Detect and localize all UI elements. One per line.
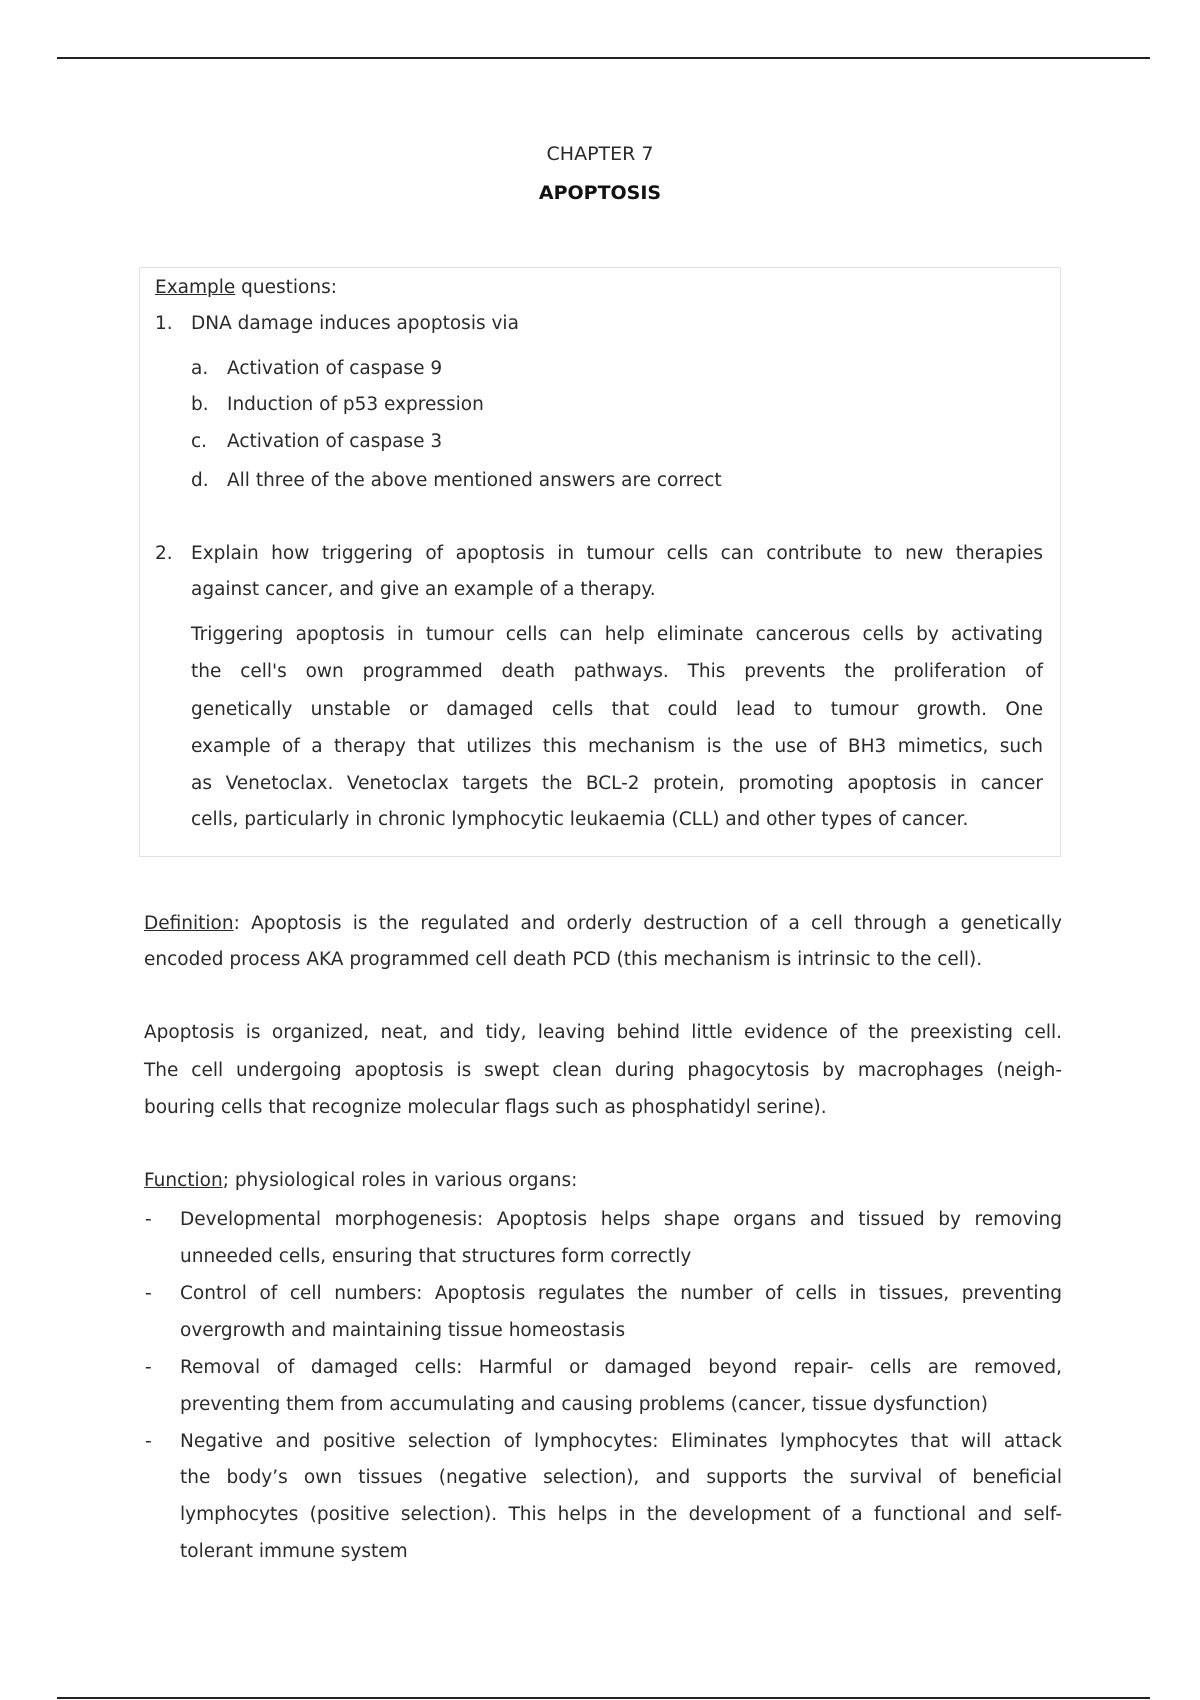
page-title: APOPTOSIS	[538, 182, 662, 204]
paragraph-line: The cell undergoing apoptosis is swept clean during phagocytosis by macrophages (neigh-	[144, 1060, 1062, 1081]
option-text: All three of the above mentioned answers are correct	[227, 470, 722, 491]
answer-line: as Venetoclax. Venetoclax targets the BCL-2 protein, promoting apoptosis in cancer	[191, 773, 1043, 794]
bullet-line: Negative and positive selection of lymphocytes: Eliminates lymphocytes that will attack	[180, 1431, 1062, 1452]
definition-text: : Apoptosis is the regulated and orderly destruction of a cell through a genetically	[233, 913, 1062, 934]
paragraph-line: Apoptosis is organized, neat, and tidy, leaving behind little evidence of the preexisting cell.	[144, 1022, 1062, 1043]
bullet-line: overgrowth and maintaining tissue homeostasis	[180, 1320, 626, 1341]
option-letter: b.	[191, 394, 209, 415]
answer-line: the cell's own programmed death pathways. This prevents the proliferation of	[191, 661, 1043, 682]
bullet-dash: -	[145, 1431, 152, 1452]
question-2-line: against cancer, and give an example of a therapy.	[191, 579, 656, 600]
bullet-dash: -	[145, 1209, 152, 1230]
option-text: Activation of caspase 3	[227, 431, 443, 452]
top-rule	[57, 57, 1150, 59]
definition-line	[144, 912, 1062, 936]
question-1-text: DNA damage induces apoptosis via	[191, 313, 519, 334]
bullet-line: the body’s own tissues (negative selection), and supports the survival of beneficial	[180, 1467, 1062, 1488]
definition-line: encoded process AKA programmed cell death PCD (this mechanism is intrinsic to the cell).	[144, 949, 983, 970]
questions-label: questions:	[235, 277, 337, 298]
function-rest: ; physiological roles in various organs:	[222, 1170, 578, 1191]
question-2-number: 2.	[155, 543, 173, 564]
option-text: Activation of caspase 9	[227, 358, 443, 379]
option-letter: a.	[191, 358, 209, 379]
bullet-line: Developmental morphogenesis: Apoptosis helps shape organs and tissued by removing	[180, 1209, 1062, 1230]
bullet-line: preventing them from accumulating and causing problems (cancer, tissue dysfunction)	[180, 1394, 988, 1415]
bullet-dash: -	[145, 1283, 152, 1304]
paragraph-line: bouring cells that recognize molecular flags such as phosphatidyl serine).	[144, 1097, 827, 1118]
option-letter: d.	[191, 470, 209, 491]
answer-line: example of a therapy that utilizes this mechanism is the use of BH3 mimetics, such	[191, 736, 1043, 757]
example-questions-heading	[155, 276, 337, 300]
bottom-rule	[57, 1697, 1150, 1699]
bullet-line: lymphocytes (positive selection). This helps in the development of a functional and self-	[180, 1504, 1062, 1525]
bullet-dash: -	[145, 1357, 152, 1378]
answer-line: genetically unstable or damaged cells that could lead to tumour growth. One	[191, 699, 1043, 720]
bullet-line: Removal of damaged cells: Harmful or damaged beyond repair- cells are removed,	[180, 1357, 1062, 1378]
bullet-line: unneeded cells, ensuring that structures form correctly	[180, 1246, 692, 1267]
example-label: Example	[155, 277, 236, 298]
answer-line: cells, particularly in chronic lymphocytic leukaemia (CLL) and other types of cancer.	[191, 809, 969, 830]
question-2-line: Explain how triggering of apoptosis in tumour cells can contribute to new therapies	[191, 543, 1043, 564]
function-label: Function	[144, 1170, 223, 1191]
bullet-line: tolerant immune system	[180, 1541, 408, 1562]
chapter-label: CHAPTER 7	[546, 143, 654, 165]
definition-label: Definition	[144, 913, 234, 934]
option-text: Induction of p53 expression	[227, 394, 484, 415]
answer-line: Triggering apoptosis in tumour cells can help eliminate cancerous cells by activating	[191, 624, 1043, 645]
bullet-line: Control of cell numbers: Apoptosis regulates the number of cells in tissues, preventing	[180, 1283, 1062, 1304]
option-letter: c.	[191, 431, 208, 452]
function-heading	[144, 1169, 577, 1193]
question-1-number: 1.	[155, 313, 173, 334]
